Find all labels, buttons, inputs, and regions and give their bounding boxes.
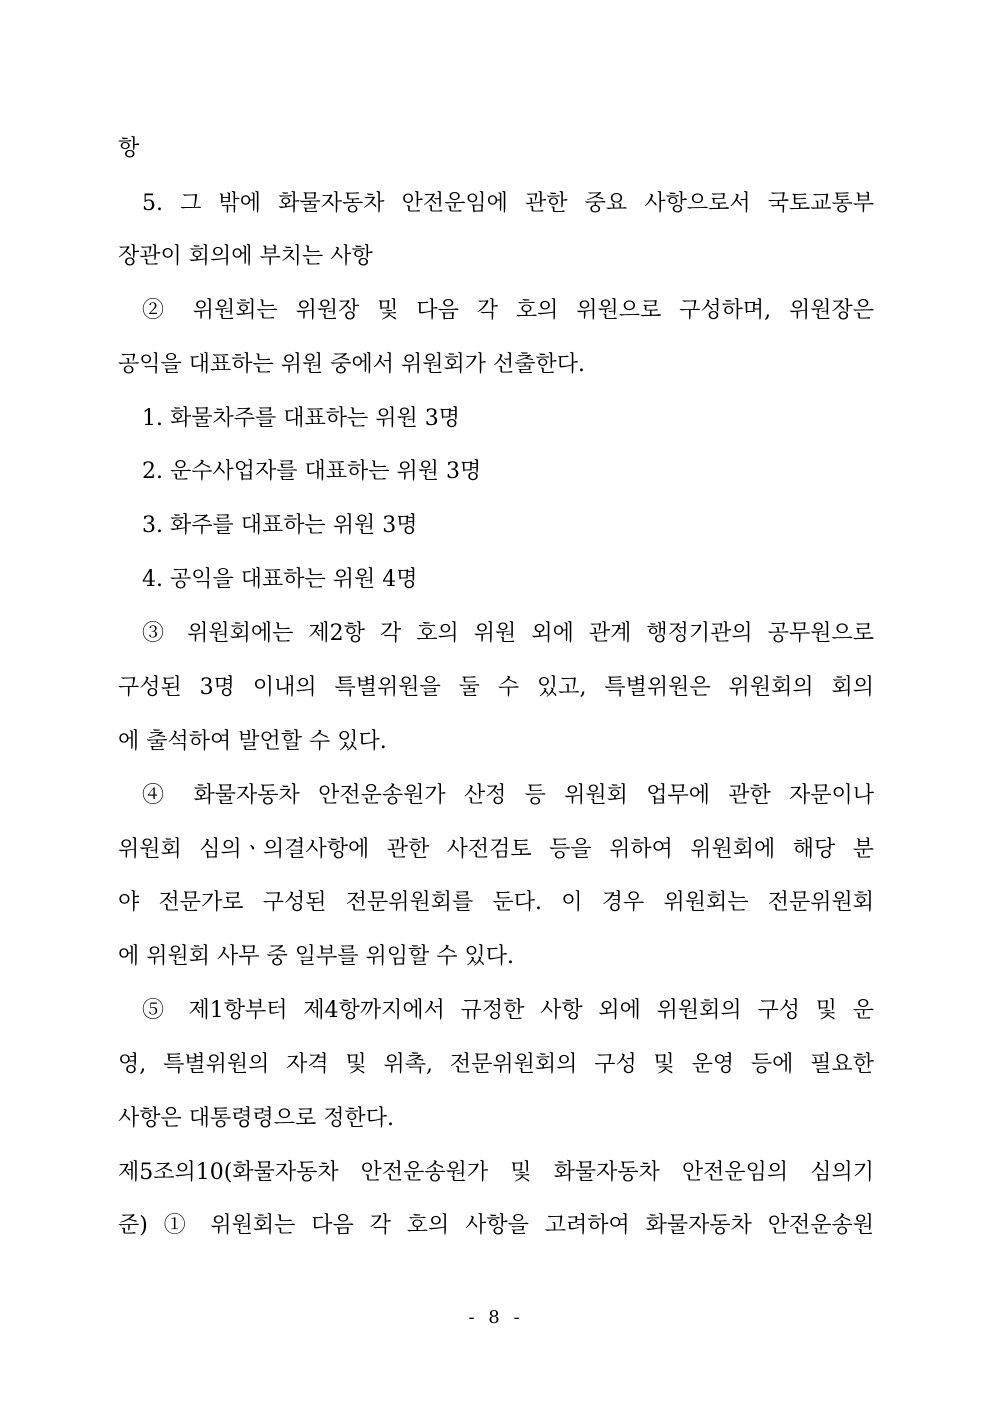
text-line-20: 제5조의10(화물자동차 안전운송원가 및 화물자동차 안전운임의 심의기	[118, 1160, 874, 1185]
text-line-7: 2. 운수사업자를 대표하는 위원 3명	[142, 459, 482, 484]
text-line-18: 영, 특별위원의 자격 및 위촉, 전문위원회의 구성 및 운영 등에 필요한	[118, 1052, 874, 1077]
text-line-16: 에 위원회 사무 중 일부를 위임할 수 있다.	[118, 944, 514, 969]
text-line-9: 4. 공익을 대표하는 위원 4명	[142, 567, 418, 592]
text-line-6: 1. 화물차주를 대표하는 위원 3명	[142, 406, 460, 431]
page-number: - 8 -	[468, 1307, 524, 1328]
text-line-2: 5. 그 밖에 화물자동차 안전운임에 관한 중요 사항으로서 국토교통부	[142, 191, 874, 216]
text-line-11: 구성된 3명 이내의 특별위원을 둘 수 있고, 특별위원은 위원회의 회의	[118, 675, 874, 700]
text-line-1: 항	[118, 136, 140, 161]
text-line-10: ③ 위원회에는 제2항 각 호의 위원 외에 관계 행정기관의 공무원으로	[142, 621, 874, 646]
text-line-8: 3. 화주를 대표하는 위원 3명	[142, 513, 418, 538]
text-line-12: 에 출석하여 발언할 수 있다.	[118, 729, 387, 754]
text-line-14: 위원회 심의ㆍ의결사항에 관한 사전검토 등을 위하여 위원회에 해당 분	[118, 837, 874, 862]
text-line-17: ⑤ 제1항부터 제4항까지에서 규정한 사항 외에 위원회의 구성 및 운	[142, 998, 874, 1023]
text-line-21: 준) ① 위원회는 다음 각 호의 사항을 고려하여 화물자동차 안전운송원	[118, 1213, 874, 1238]
text-line-19: 사항은 대통령령으로 정한다.	[118, 1106, 395, 1131]
text-line-5: 공익을 대표하는 위원 중에서 위원회가 선출한다.	[118, 352, 586, 377]
text-line-4: ② 위원회는 위원장 및 다음 각 호의 위원으로 구성하며, 위원장은	[142, 298, 874, 323]
text-line-13: ④ 화물자동차 안전운송원가 산정 등 위원회 업무에 관한 자문이나	[142, 783, 874, 808]
text-line-15: 야 전문가로 구성된 전문위원회를 둔다. 이 경우 위원회는 전문위원회	[118, 890, 874, 915]
text-line-3: 장관이 회의에 부치는 사항	[118, 244, 373, 269]
